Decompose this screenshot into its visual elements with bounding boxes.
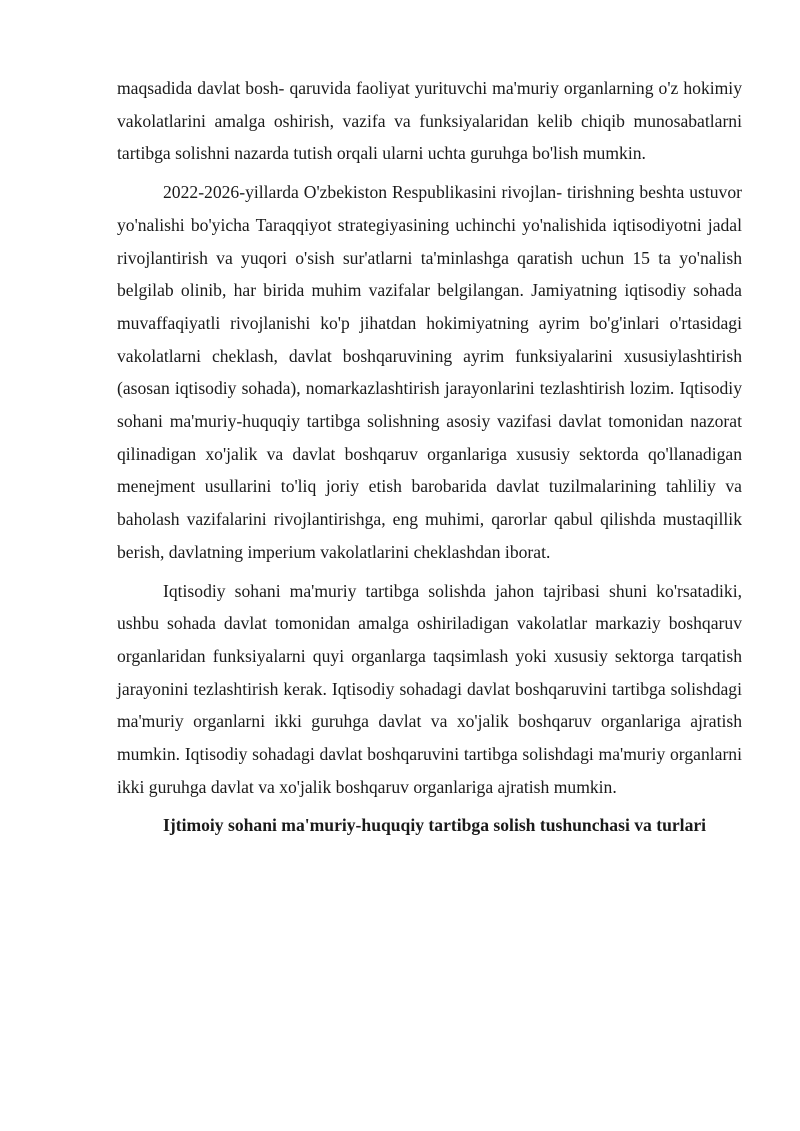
paragraph-development-strategy: 2022-2026-yillarda O'zbekiston Respublikasini rivojlan- tirishning beshta ustuvor yo'nalishi bo'yicha Taraqqiyot strategiyasining uchinchi yo'nalishida iqtisodiyotni jadal rivojlantirish va yuqori o'sish sur'atlarni ta'minlashga qaratish uchun 15 ta yo'nalish belgilab olinib, har birida muhim vazifalar belgilangan. Jamiyatning iqtisodiy sohada muvaffaqiyatli rivojlanishi ko'p jihatdan hokimiyatning ayrim bo'g'inlari o'rtasidagi vakolatlarni cheklash, davlat boshqaruvining ayrim funksiyalarini xususiylashtirish (asosan iqtisodiy sohada), nomarkazlashtirish jarayonlarini tezlashtirish lozim. Iqtisodiy sohani ma'muriy-huquqiy tartibga solishning asosiy vazifasi davlat tomonidan nazorat qilinadigan xo'jalik va davlat boshqaruv organlariga xususiy sektorda qo'llanadigan menejment usullarini to'liq joriy etish barobarida davlat tuzilmalarining tahliliy va baholash vazifalarini rivojlantirishga, eng muhimi, qarorlar qabul qilishda mustaqillik berish, davlatning imperium vakolatlarini cheklashdan iborat. bbox=[117, 182, 742, 562]
paragraph-world-experience: Iqtisodiy sohani ma'muriy tartibga solishda jahon tajribasi shuni ko'rsatadiki, ushbu sohada davlat tomonidan amalga oshiriladigan vakolatlar markaziy boshqaruv organlaridan funksiyalarni quyi organlarga taqsimlash yoki xususiy sektorga tarqatish jarayonini tezlashtirish kerak. Iqtisodiy sohadagi davlat boshqaruvini tartibga solishdagi ma'muriy organlarni ikki guruhga davlat va xo'jalik boshqaruv organlariga ajratish mumkin. Iqtisodiy sohadagi davlat boshqaruvini tartibga solishdagi ma'muriy organlarni ikki guruhga davlat va xo'jalik boshqaruv organlariga ajratish mumkin. bbox=[117, 580, 742, 797]
document-page bbox=[117, 72, 742, 842]
paragraph-continuation: maqsadida davlat bosh- qaruvida faoliyat yurituvchi ma'muriy organlarning o'z hokimiy vakolatlarini amalga oshirish, vazifa va funksiyalaridan kelib chiqib munosabatlarni tartibga solishni nazarda tutish orqali ularni uchta guruhga bo'lish mumkin. bbox=[117, 78, 742, 164]
section-heading: Ijtimoiy sohani ma'muriy-huquqiy tartibga solish tushunchasi va turlari bbox=[163, 815, 707, 836]
